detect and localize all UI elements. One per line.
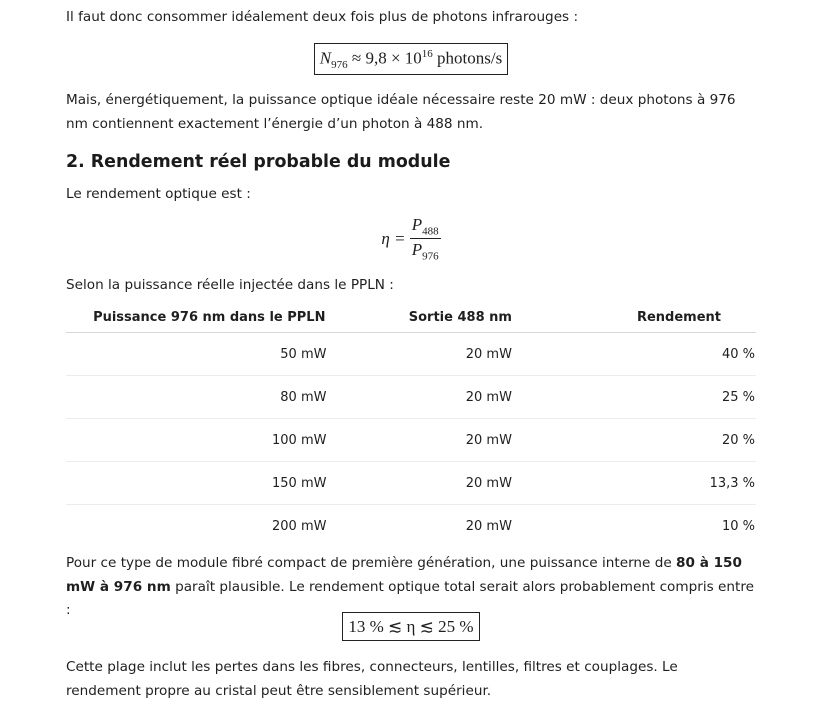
eq2-num-sub: 488: [422, 225, 439, 238]
final-paragraph: Cette plage inclut les pertes dans les fibres, connecteurs, lentilles, filtres et couplages. Le rendement propre au cristal peut être sensiblement supérieur.: [66, 659, 678, 699]
eq2-denominator: [410, 239, 441, 262]
cell-output: 20 mW: [326, 419, 512, 462]
cell-efficiency: 40 %: [513, 333, 756, 376]
table-row: [66, 376, 756, 419]
conclusion-text-end: paraît plausible. Le rendement optique total serait alors probablement compris entre :: [66, 578, 754, 618]
cell-efficiency: 10 %: [721, 518, 755, 534]
cell-output: 20 mW: [465, 518, 512, 534]
eq2-den-sub: 976: [422, 250, 439, 263]
cell-output: 20 mW: [326, 333, 512, 376]
conclusion-bold-range: 80 à 150 mW à 976 nm: [66, 555, 742, 595]
table-intro: Selon la puissance réelle injectée dans le PPLN :: [66, 277, 394, 293]
header-output: Sortie 488 nm: [326, 302, 512, 333]
cell-efficiency: 13,3 %: [513, 462, 756, 505]
eq1-symbol: N: [319, 48, 332, 68]
cell-input: 50 mW: [66, 333, 326, 376]
cell-input: 80 mW: [66, 376, 326, 419]
energy-paragraph: Mais, énergétiquement, la puissance optique idéale nécessaire reste 20 mW : deux photons à 976 nm contiennent exactement l’énergie d’un photon à 488 nm.: [66, 92, 736, 132]
efficiency-table: [66, 302, 756, 547]
cell-output: 20 mW: [326, 462, 512, 505]
cell-efficiency: 20 %: [513, 419, 756, 462]
section-heading: 2. Rendement réel probable du module: [66, 152, 451, 172]
cell-input: 200 mW: [272, 518, 327, 534]
efficiency-range-equation: [66, 612, 756, 641]
photon-rate-equation: [66, 43, 756, 75]
yield-equation: [66, 215, 756, 263]
table-row: [66, 462, 756, 505]
cell-output: 20 mW: [326, 376, 512, 419]
table-row: [66, 333, 756, 376]
eq2-numerator: [410, 215, 441, 239]
eq2-lhs: η =: [381, 228, 406, 248]
eq1-unit: photons/s: [432, 48, 503, 68]
eq1-subscript: 976: [331, 59, 348, 72]
eq1-relation: ≈ 9,8 × 10: [347, 48, 422, 68]
eq1-exponent: 16: [421, 48, 433, 60]
eq2-den-symbol: P: [411, 240, 423, 260]
eq2-fraction: [410, 215, 441, 263]
table-row: [66, 505, 756, 548]
efficiency-range-box: 13 % ≲ η ≲ 25 %: [342, 612, 479, 641]
cell-input: 100 mW: [66, 419, 326, 462]
conclusion-text-start: Pour ce type de module fibré compact de première génération, une puissance interne de: [66, 555, 677, 571]
cell-input: 150 mW: [66, 462, 326, 505]
photon-rate-box: [314, 43, 508, 75]
header-input-power: Puissance 976 nm dans le PPLN: [66, 302, 326, 333]
intro-paragraph: Il faut donc consommer idéalement deux fois plus de photons infrarouges :: [66, 9, 579, 25]
table-header-row: [66, 302, 756, 333]
eq2-num-symbol: P: [411, 215, 423, 234]
table-row: [66, 419, 756, 462]
cell-efficiency: 25 %: [513, 376, 756, 419]
yield-intro: Le rendement optique est :: [66, 186, 251, 202]
header-efficiency: Rendement: [513, 302, 756, 333]
